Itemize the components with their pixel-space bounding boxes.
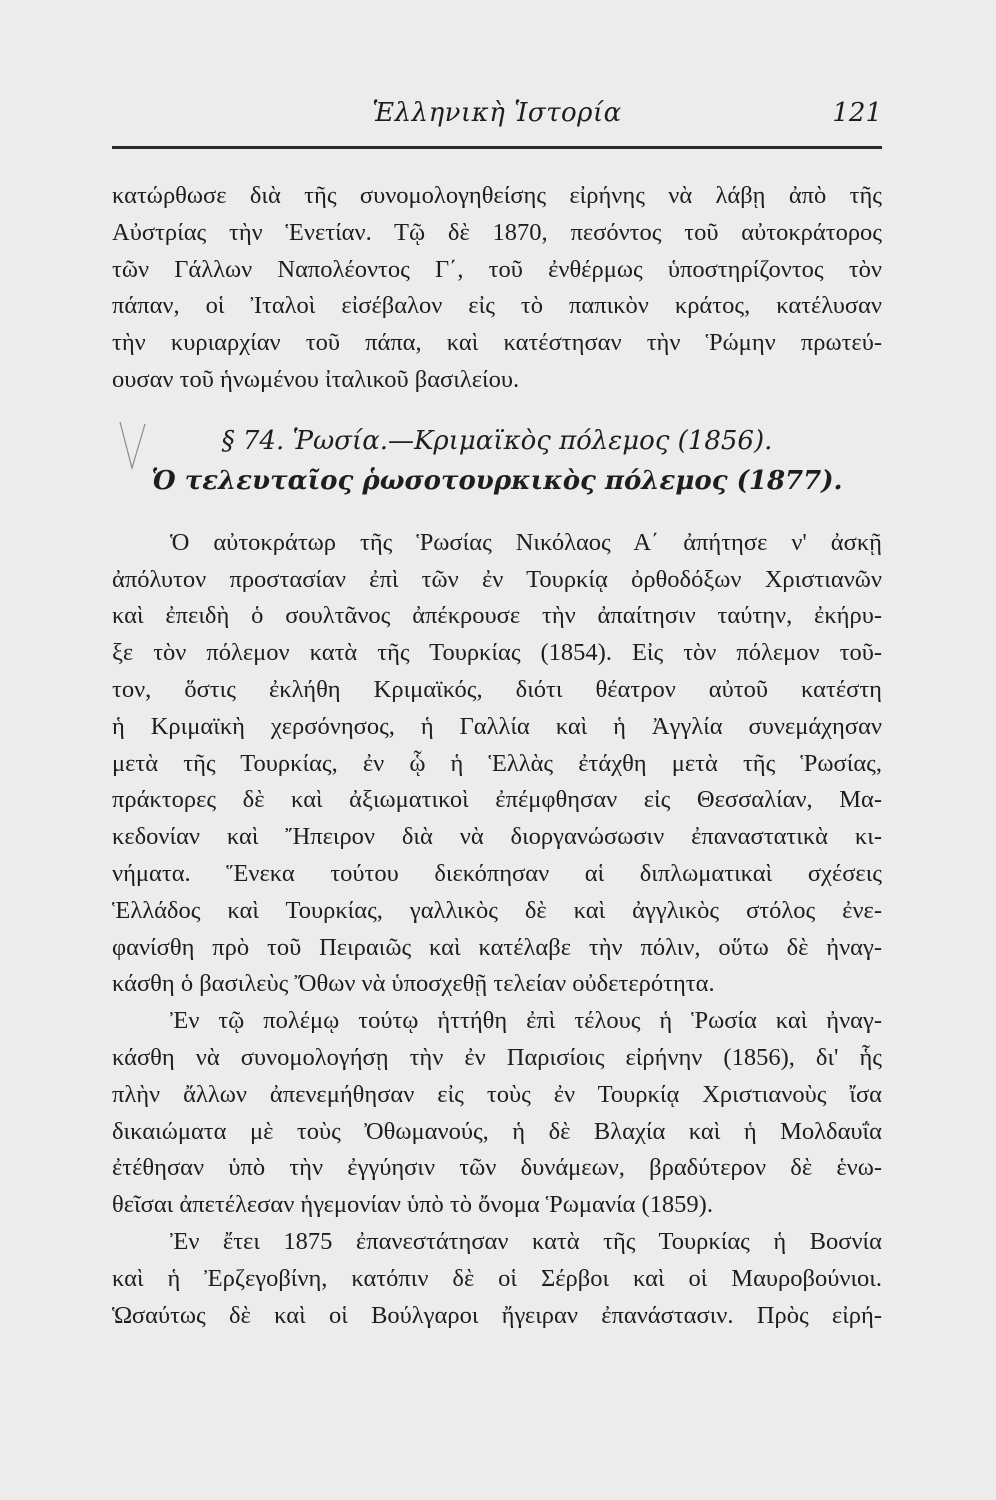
text-line: νήματα. Ἕνεκα τούτου διεκόπησαν αἱ διπλωματικαὶ σχέσεις xyxy=(112,859,882,887)
text-line: Ἐν τῷ πολέμῳ τούτῳ ἡττήθη ἐπὶ τέλους ἡ Ῥωσία καὶ ἠναγ- xyxy=(170,1007,882,1035)
text-line: καὶ ἐπειδὴ ὁ σουλτᾶνος ἀπέκρουσε τὴν ἀπαίτησιν ταύτην, ἐκήρυ- xyxy=(112,602,882,630)
header-title: Ἑλληνικὴ Ἱστορία xyxy=(372,98,622,128)
section-subheading: Ὁ τελευταῖος ῥωσοτουρκικὸς πόλεμος (1877). xyxy=(151,465,843,496)
paragraph-2 xyxy=(112,525,882,1003)
text-line: Ὁ αὐτοκράτωρ τῆς Ῥωσίας Νικόλαος Α΄ ἀπήτησε ν' ἀσκῇ xyxy=(170,528,882,556)
text-line: Ὡσαύτως δὲ καὶ οἱ Βούλγαροι ἤγειραν ἐπανάστασιν. Πρὸς εἰρή- xyxy=(112,1301,882,1329)
text-line: κεδονίαν καὶ Ἤπειρον διὰ νὰ διοργανώσωσιν ἐπαναστατικὰ κι- xyxy=(112,823,882,851)
text-line: μετὰ τῆς Τουρκίας, ἐν ᾧ ἡ Ἑλλὰς ἐτάχθη μετὰ τῆς Ῥωσίας, xyxy=(112,749,882,777)
text-line: φανίσθη πρὸ τοῦ Πειραιῶς καὶ κατέλαβε τὴν πόλιν, οὕτω δὲ ἠναγ- xyxy=(112,933,882,961)
text-line: πλὴν ἄλλων ἀπενεμήθησαν εἰς τοὺς ἐν Τουρκίᾳ Χριστιανοὺς ἴσα xyxy=(112,1080,882,1108)
text-line: θεῖσαι ἀπετέλεσαν ἡγεμονίαν ὑπὸ τὸ ὄνομα Ῥωμανία (1859). xyxy=(112,1191,713,1219)
text-line: Αὐστρίας τὴν Ἑνετίαν. Τῷ δὲ 1870, πεσόντος τοῦ αὐτοκράτορος xyxy=(112,218,882,246)
text-line: Ἐν ἔτει 1875 ἐπανεστάτησαν κατὰ τῆς Τουρκίας ἡ Βοσνία xyxy=(170,1227,882,1255)
text-line: κάσθη νὰ συνομολογήσῃ τὴν ἐν Παρισίοις εἰρήνην (1856), δι' ἧς xyxy=(112,1043,882,1071)
paragraph-3 xyxy=(112,1003,882,1224)
text-line: ἐτέθησαν ὑπὸ τὴν ἐγγύησιν τῶν δυνάμεων, βραδύτερον δὲ ἑνω- xyxy=(112,1154,882,1182)
text-line: ουσαν τοῦ ἡνωμένου ἰταλικοῦ βασιλείου. xyxy=(112,365,520,393)
text-line: πράκτορες δὲ καὶ ἀξιωματικοὶ ἐπέμφθησαν εἰς Θεσσαλίαν, Μα- xyxy=(112,786,882,814)
text-line: Ἑλλάδος καὶ Τουρκίας, γαλλικὸς δὲ καὶ ἀγγλικὸς στόλος ἐνε- xyxy=(112,896,882,924)
header-rule xyxy=(112,146,882,149)
text-line: δικαιώματα μὲ τοὺς Ὀθωμανούς, ἡ δὲ Βλαχία καὶ ἡ Μολδαυΐα xyxy=(112,1117,882,1145)
text-line: κάσθη ὁ βασιλεὺς Ὄθων νὰ ὑποσχεθῇ τελείαν οὐδετερότητα. xyxy=(112,970,715,998)
text-line: πάπαν, οἱ Ἰταλοὶ εἰσέβαλον εἰς τὸ παπικὸν κράτος, κατέλυσαν xyxy=(112,292,882,320)
section-heading: § 74. Ῥωσία.—Κριμαϊκὸς πόλεμος (1856). xyxy=(221,425,773,456)
paragraph-1 xyxy=(112,178,882,399)
running-header xyxy=(112,98,882,138)
text-line: κατώρθωσε διὰ τῆς συνομολογηθείσης εἰρήνης νὰ λάβῃ ἀπὸ τῆς xyxy=(112,182,882,209)
text-line: τῶν Γάλλων Ναπολέοντος Γ΄, τοῦ ἐνθέρμως ὑποστηρίζοντος τὸν xyxy=(112,255,882,283)
text-line: ἡ Κριμαϊκὴ χερσόνησος, ἡ Γαλλία καὶ ἡ Ἀγγλία συνεμάχησαν xyxy=(112,712,882,740)
text-line: καὶ ἡ Ἐρζεγοβίνη, κατόπιν δὲ οἱ Σέρβοι καὶ οἱ Μαυροβούνιοι. xyxy=(112,1264,882,1292)
paragraph-4 xyxy=(112,1224,882,1334)
page-number: 121 xyxy=(832,98,882,128)
text-line: ξε τὸν πόλεμον κατὰ τῆς Τουρκίας (1854). Εἰς τὸν πόλεμον τοῦ- xyxy=(112,639,882,667)
text-line: τὴν κυριαρχίαν τοῦ πάπα, καὶ κατέστησαν τὴν Ῥώμην πρωτεύ- xyxy=(112,329,882,357)
text-line: τον, ὅστις ἐκλήθη Κριμαϊκός, διότι θέατρον αὐτοῦ κατέστη xyxy=(112,675,882,703)
text-line: ἀπόλυτον προστασίαν ἐπὶ τῶν ἐν Τουρκίᾳ ὀρθοδόξων Χριστιανῶν xyxy=(112,565,882,593)
body-text xyxy=(112,178,882,1334)
